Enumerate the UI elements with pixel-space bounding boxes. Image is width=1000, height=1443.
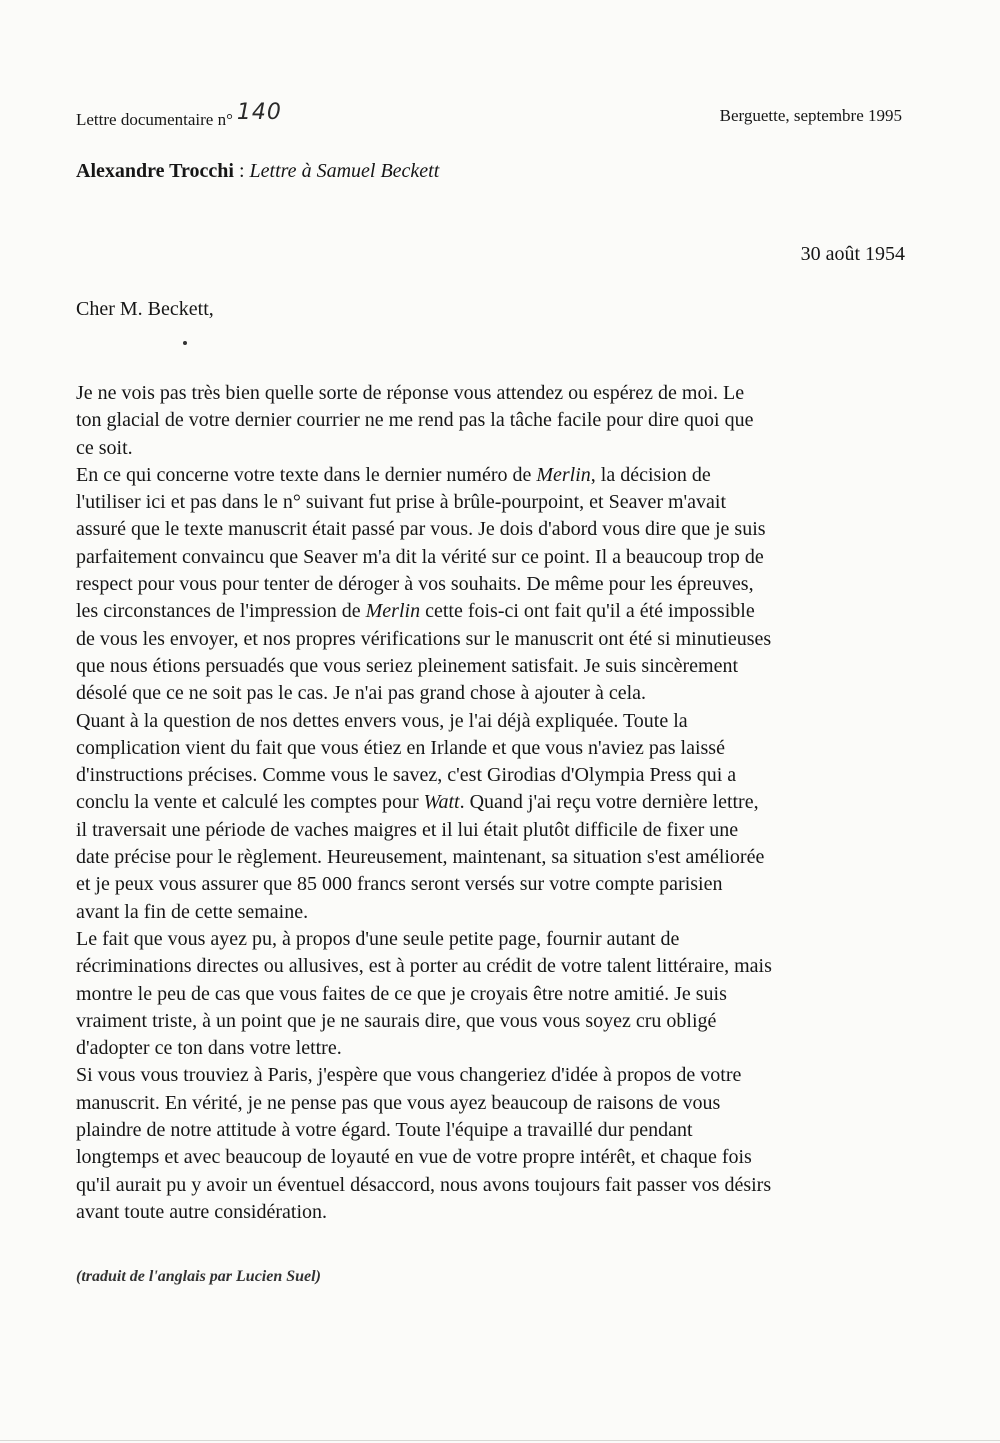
letter-line [76,953,906,980]
italic-title: Merlin [536,463,591,486]
line-text: assuré que le texte manuscrit était passé par vous. Je dois d'abord vous dire que je suis [76,518,766,541]
line-text: longtemps et avec beaucoup de loyauté en vue de votre propre intérêt, et chaque fois [76,1146,752,1169]
letter-line [76,981,906,1008]
line-text: ce soit. [76,436,133,459]
letter-line [76,1172,906,1199]
letter-line [76,735,906,762]
page-edge [0,1440,1000,1441]
line-text: l'utiliser ici et pas dans le n° suivant fut prise à brûle-pourpoint, et Seaver m'avait [76,491,727,514]
letter-line [76,544,906,571]
line-text: avant la fin de cette semaine. [76,900,309,923]
line-text: désolé que ce ne soit pas le cas. Je n'ai pas grand chose à ajouter à cela. [76,682,647,705]
letter-line [76,789,906,816]
letter-line [76,435,906,462]
line-text: d'adopter ce ton dans votre lettre. [76,1037,342,1060]
letter-line [76,708,906,735]
letter-line [76,407,906,434]
line-text: qu'il aurait pu y avoir un éventuel désaccord, nous avons toujours fait passer vos désirs [76,1173,772,1196]
series-label-text: Lettre documentaire n° [76,110,233,129]
letter-line [76,1117,906,1144]
line-text: Je ne vois pas très bien quelle sorte de réponse vous attendez ou espérez de moi. Le [76,382,745,404]
letter-line [76,1199,906,1226]
line-text: d'instructions précises. Comme vous le savez, c'est Girodias d'Olympia Press qui a [76,764,737,787]
line-text: les circonstances de l'impression de [76,600,366,623]
line-text: Le fait que vous ayez pu, à propos d'une seule petite page, fournir autant de [76,927,680,950]
title-author: Alexandre Trocchi [76,160,234,182]
letter-line [76,516,906,543]
letter-line [76,871,906,898]
letter-body [76,380,906,1226]
line-text: date précise pour le règlement. Heureusement, maintenant, sa situation s'est améliorée [76,846,765,869]
line-text: Si vous vous trouviez à Paris, j'espère que vous changeriez d'idée à propos de votre [76,1064,742,1087]
title-work: Lettre à Samuel Beckett [249,160,440,182]
line-text: que nous étions persuadés que vous seriez pleinement satisfait. Je suis sincèrement [76,654,739,677]
letter-line [76,380,906,407]
letter-line [76,762,906,789]
line-text: , la décision de [590,463,711,486]
letter-line [76,626,906,653]
letter-line [76,598,906,625]
line-text: plaindre de notre attitude à votre égard. Toute l'équipe a travaillé dur pendant [76,1119,693,1142]
ink-dot [183,341,187,345]
line-text: manuscrit. En vérité, je ne pense pas que vous ayez beaucoup de raisons de vous [76,1091,721,1114]
place-date: Berguette, septembre 1995 [719,106,902,125]
line-text: Quant à la question de nos dettes envers vous, je l'ai déjà expliquée. Toute la [76,709,688,732]
line-text: avant toute autre considération. [76,1200,328,1223]
line-text: de vous les envoyer, et nos propres vérifications sur le manuscrit ont été si minutieuses [76,627,772,650]
line-text: . Quand j'ai reçu votre dernière lettre, [459,791,759,814]
line-text: En ce qui concerne votre texte dans le dernier numéro de [76,463,537,486]
line-text: respect pour vous pour tenter de déroger à vos souhaits. De même pour les épreuves, [76,573,754,596]
line-text: cette fois-ci ont fait qu'il a été impossible [420,600,755,623]
letter-line [76,899,906,926]
handwritten-series-number: 140 [236,100,282,125]
letter-line [76,1090,906,1117]
letter-line [76,817,906,844]
letter-line [76,462,906,489]
letter-line [76,653,906,680]
line-text: montre le peu de cas que vous faites de ce que je croyais être notre amitié. Je suis [76,982,727,1005]
translator-note: (traduit de l'anglais par Lucien Suel) [76,1268,321,1285]
line-text: complication vient du fait que vous étiez en Irlande et que vous n'aviez pas laissé [76,736,725,759]
letter-line [76,1035,906,1062]
letter-line [76,926,906,953]
line-text: parfaitement convaincu que Seaver m'a dit la vérité sur ce point. Il a beaucoup trop de [76,545,764,568]
letter-line [76,1062,906,1089]
letter-date: 30 août 1954 [800,243,905,265]
series-label [76,100,282,131]
letter-salutation: Cher M. Beckett, [76,298,214,320]
letter-line [76,1008,906,1035]
letter-line [76,844,906,871]
line-text: récriminations directes ou allusives, est à porter au crédit de votre talent littéraire, mais [76,955,772,978]
line-text: ton glacial de votre dernier courrier ne me rend pas la tâche facile pour dire quoi que [76,409,754,432]
letter-line [76,571,906,598]
letter-line [76,1144,906,1171]
line-text: conclu la vente et calculé les comptes pour [76,791,424,814]
line-text: il traversait une période de vaches maigres et il lui était plutôt difficile de fixer une [76,818,739,841]
italic-title: Merlin [365,600,421,623]
document-title [76,160,439,183]
letter-line [76,680,906,707]
line-text: et je peux vous assurer que 85 000 francs seront versés sur votre compte parisien [76,873,723,896]
title-separator: : [233,160,250,182]
letter-line [76,489,906,516]
italic-title: Watt [423,791,460,814]
line-text: vraiment triste, à un point que je ne saurais dire, que vous vous soyez cru obligé [76,1009,717,1032]
